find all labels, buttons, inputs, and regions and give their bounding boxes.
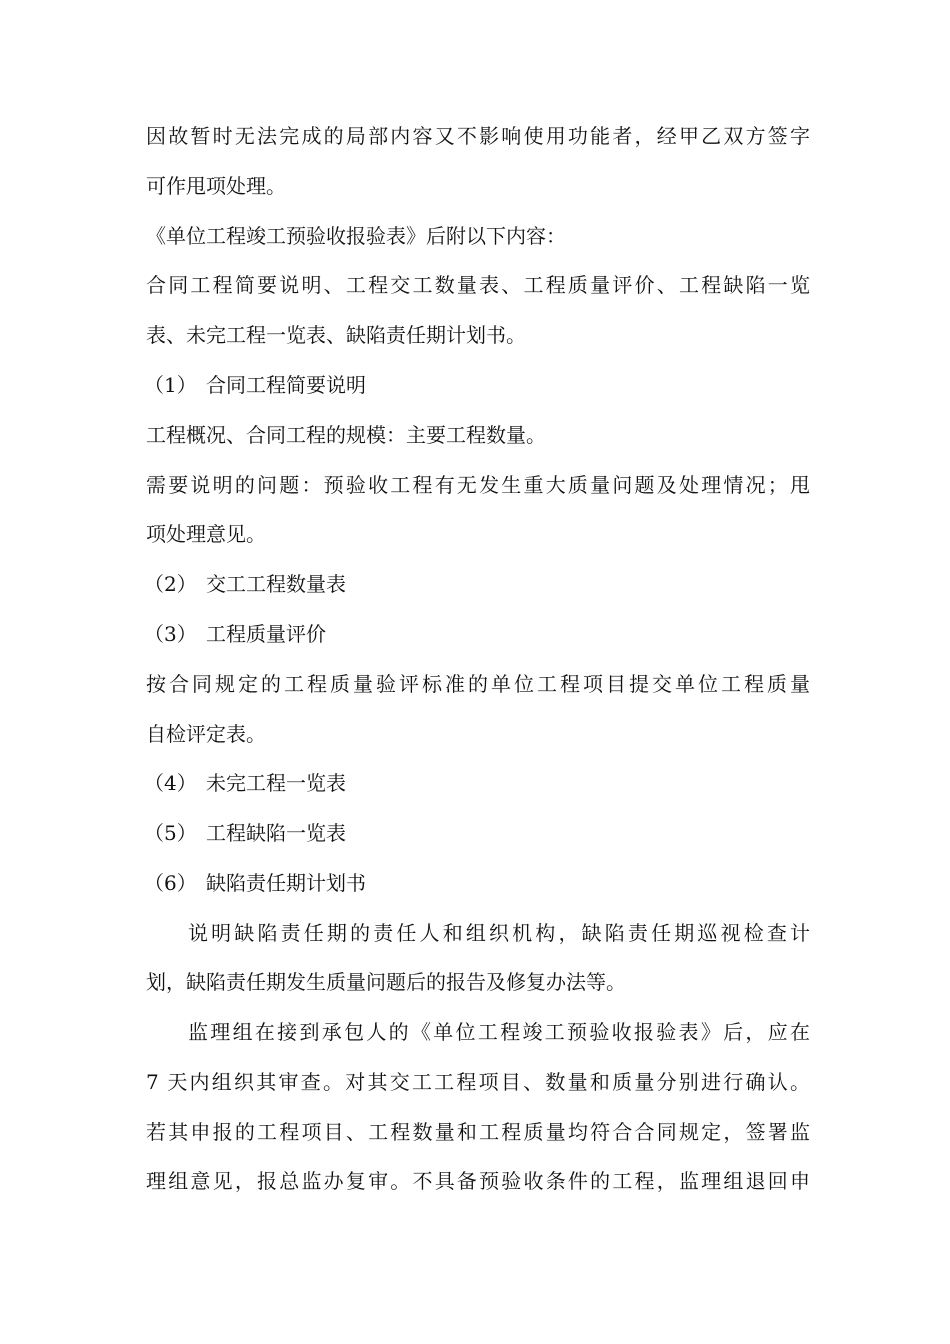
list-item: [144, 620, 808, 648]
body-text-line: 因故暂时无法完成的局部内容又不影响使用功能者，经甲乙双方签字: [146, 124, 810, 148]
list-item-text: 缺陷责任期计划书: [206, 871, 366, 895]
list-item: [144, 769, 808, 797]
list-item-text: 工程缺陷一览表: [206, 821, 346, 845]
body-text-line: 划，缺陷责任期发生质量问题后的报告及修复办法等。: [146, 970, 626, 994]
list-item-number: （6）: [144, 871, 197, 895]
body-text-line: 项处理意见。: [146, 522, 266, 546]
list-item-text: 未完工程一览表: [206, 771, 346, 795]
list-item-text: 交工工程数量表: [206, 572, 346, 596]
body-text-line: 《单位工程竣工预验收报验表》后附以下内容：: [146, 224, 566, 248]
body-text-line: 可作甩项处理。: [146, 174, 286, 198]
body-text-line: 自检评定表。: [146, 722, 266, 746]
list-item-text: 工程质量评价: [206, 622, 326, 646]
body-text-line: 说明缺陷责任期的责任人和组织机构，缺陷责任期巡视检查计: [188, 921, 810, 945]
list-item: [144, 819, 808, 847]
list-item-number: （1）: [144, 373, 197, 397]
body-text-line: 表、未完工程一览表、缺陷责任期计划书。: [146, 323, 526, 347]
list-item-text: 合同工程简要说明: [206, 373, 366, 397]
list-item: [144, 570, 808, 598]
body-text-line: 理组意见，报总监办复审。不具备预验收条件的工程，监理组退回申: [146, 1169, 810, 1193]
list-item-number: （5）: [144, 821, 197, 845]
list-item: [144, 371, 808, 399]
body-text-line: 合同工程简要说明、工程交工数量表、工程质量评价、工程缺陷一览: [146, 273, 810, 297]
body-text-line: 需要说明的问题：预验收工程有无发生重大质量问题及处理情况；甩: [146, 473, 810, 497]
list-item-number: （2）: [144, 572, 197, 596]
body-text-line: 工程概况、合同工程的规模：主要工程数量。: [146, 423, 546, 447]
body-text-line: 若其申报的工程项目、工程数量和工程质量均符合合同规定，签署监: [146, 1120, 810, 1144]
list-item: [144, 869, 808, 897]
body-text-line: 按合同规定的工程质量验评标准的单位工程项目提交单位工程质量: [146, 672, 810, 696]
body-text-line: 监理组在接到承包人的《单位工程竣工预验收报验表》后，应在: [188, 1020, 810, 1044]
list-item-number: （3）: [144, 622, 197, 646]
body-text-line: 7 天内组织其审查。对其交工工程项目、数量和质量分别进行确认。: [146, 1070, 810, 1094]
list-item-number: （4）: [144, 771, 197, 795]
